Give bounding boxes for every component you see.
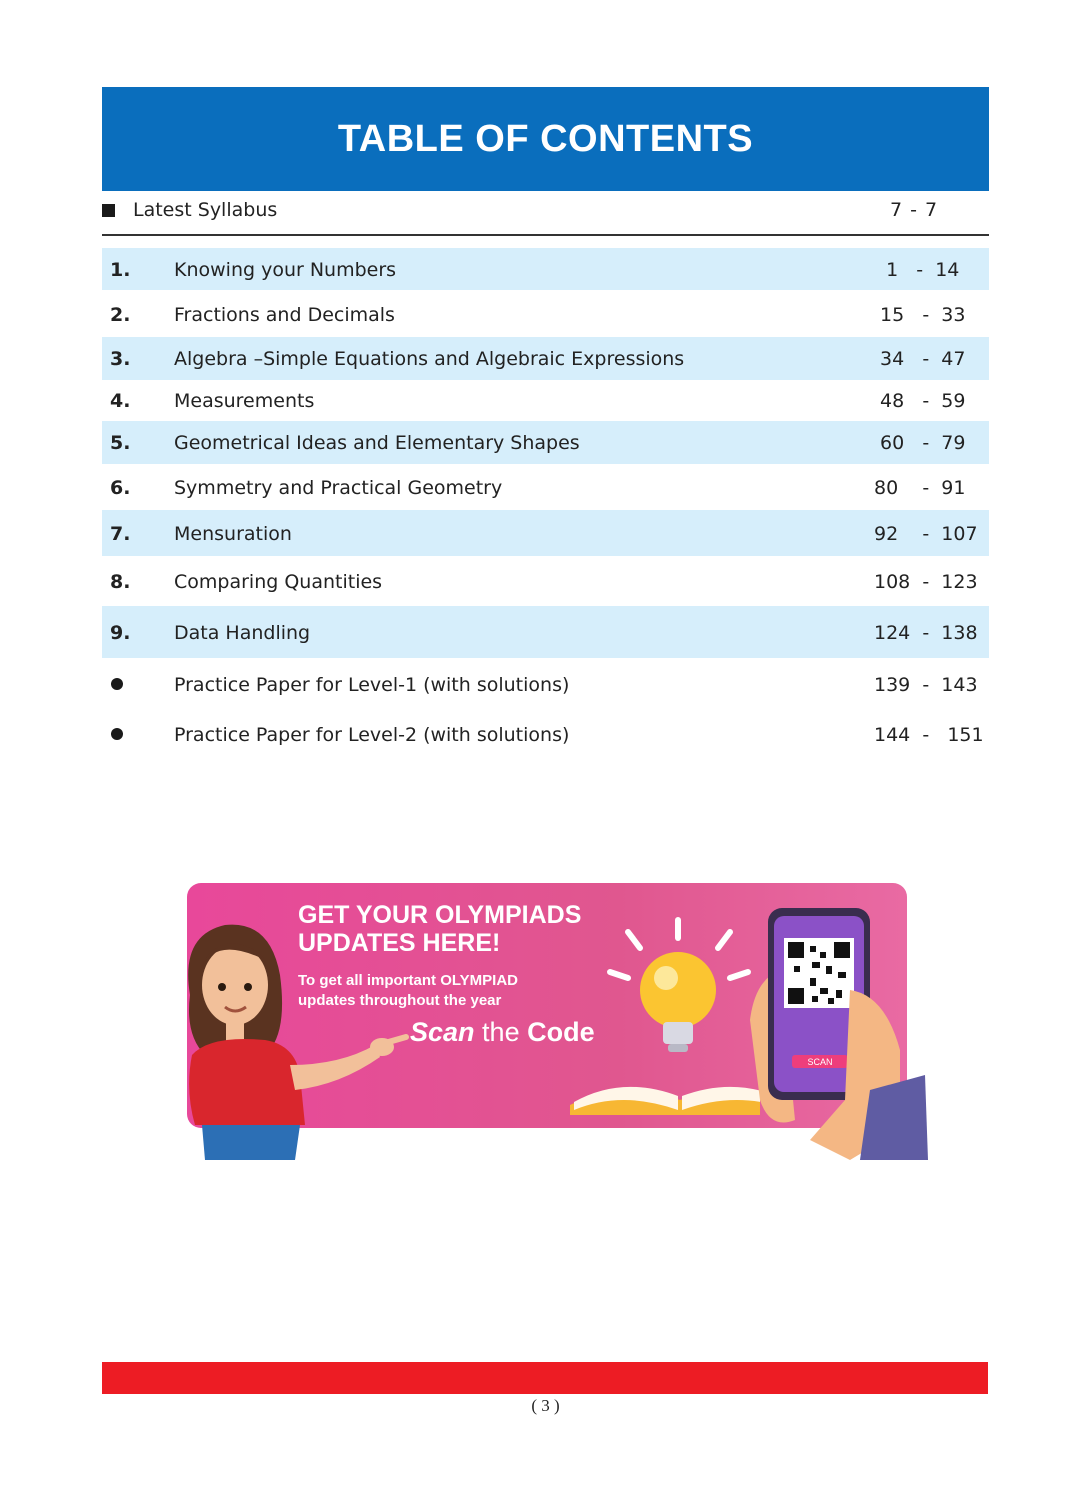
- chapter-number: 8.: [110, 571, 131, 593]
- chapter-title: Symmetry and Practical Geometry: [174, 477, 503, 499]
- scan-button-label: SCAN: [807, 1057, 833, 1067]
- light-bulb-book-illustration: [560, 910, 760, 1120]
- toc-header: [102, 87, 989, 191]
- chapter-number: 7.: [110, 523, 131, 545]
- round-bullet-icon: [111, 728, 123, 740]
- chapter-title: Comparing Quantities: [174, 571, 383, 593]
- chapter-number: 6.: [110, 477, 131, 499]
- banner-headline-line: UPDATES HERE!: [298, 929, 501, 957]
- chapter-title: Data Handling: [174, 622, 311, 644]
- chapter-title: Measurements: [174, 390, 315, 412]
- chapter-pages: 15 - 33: [874, 304, 966, 326]
- chapter-title: Geometrical Ideas and Elementary Shapes: [174, 432, 580, 454]
- toc-row: [102, 510, 989, 556]
- banner-headline-line: GET YOUR OLYMPIADS: [298, 901, 582, 929]
- toc-row: [102, 292, 989, 336]
- chapter-number: 3.: [110, 348, 131, 370]
- syllabus-pages: 7 - 7: [890, 199, 939, 221]
- square-bullet-icon: [102, 204, 115, 217]
- toc-row: [102, 660, 989, 708]
- girl-pointing-illustration: [170, 905, 410, 1160]
- chapter-number: 4.: [110, 390, 131, 412]
- toc-row: [102, 381, 989, 421]
- banner-subtext-line: updates throughout the year: [298, 992, 502, 1009]
- the-word: the: [474, 1017, 528, 1047]
- page-number: ( 3 ): [531, 1396, 560, 1415]
- toc-row: [102, 606, 989, 658]
- chapter-number: 5.: [110, 432, 131, 454]
- page-title: TABLE OF CONTENTS: [337, 117, 754, 160]
- chapter-pages: 124 - 138: [874, 622, 978, 644]
- chapter-title: Fractions and Decimals: [174, 304, 395, 326]
- chapter-number: 9.: [110, 622, 131, 644]
- practice-title: Practice Paper for Level-1 (with solutions): [174, 674, 570, 696]
- chapter-pages: 108 - 123: [874, 571, 978, 593]
- chapter-pages: 60 - 79: [874, 432, 966, 454]
- practice-pages: 144 - 151: [874, 724, 984, 746]
- chapter-title: Knowing your Numbers: [174, 259, 397, 281]
- footer-bar: [102, 1362, 988, 1394]
- toc-row: [102, 465, 989, 509]
- practice-title: Practice Paper for Level-2 (with solutions): [174, 724, 570, 746]
- scan-word: Scan: [410, 1017, 475, 1047]
- toc-row: [102, 710, 989, 758]
- chapter-pages: 34 - 47: [874, 348, 966, 370]
- practice-pages: 139 - 143: [874, 674, 978, 696]
- chapter-title: Algebra –Simple Equations and Algebraic Expressions: [174, 348, 685, 370]
- chapter-title: Mensuration: [174, 523, 292, 545]
- toc-row: [102, 248, 989, 290]
- code-word: Code: [527, 1017, 595, 1047]
- chapter-pages: 80 - 91: [874, 477, 966, 499]
- chapter-pages: 48 - 59: [874, 390, 966, 412]
- chapter-number: 1.: [110, 259, 131, 281]
- chapter-number: 2.: [110, 304, 131, 326]
- toc-row: [102, 421, 989, 464]
- toc-row: [102, 557, 989, 605]
- toc-row: [102, 337, 989, 380]
- syllabus-label: Latest Syllabus: [133, 199, 278, 221]
- chapter-pages: 1 - 14: [874, 259, 960, 281]
- syllabus-row: [102, 192, 989, 236]
- banner-subtext-line: To get all important OLYMPIAD: [298, 972, 519, 989]
- phone-qr-code-illustration: [750, 900, 930, 1160]
- round-bullet-icon: [111, 678, 123, 690]
- chapter-pages: 92 - 107: [874, 523, 978, 545]
